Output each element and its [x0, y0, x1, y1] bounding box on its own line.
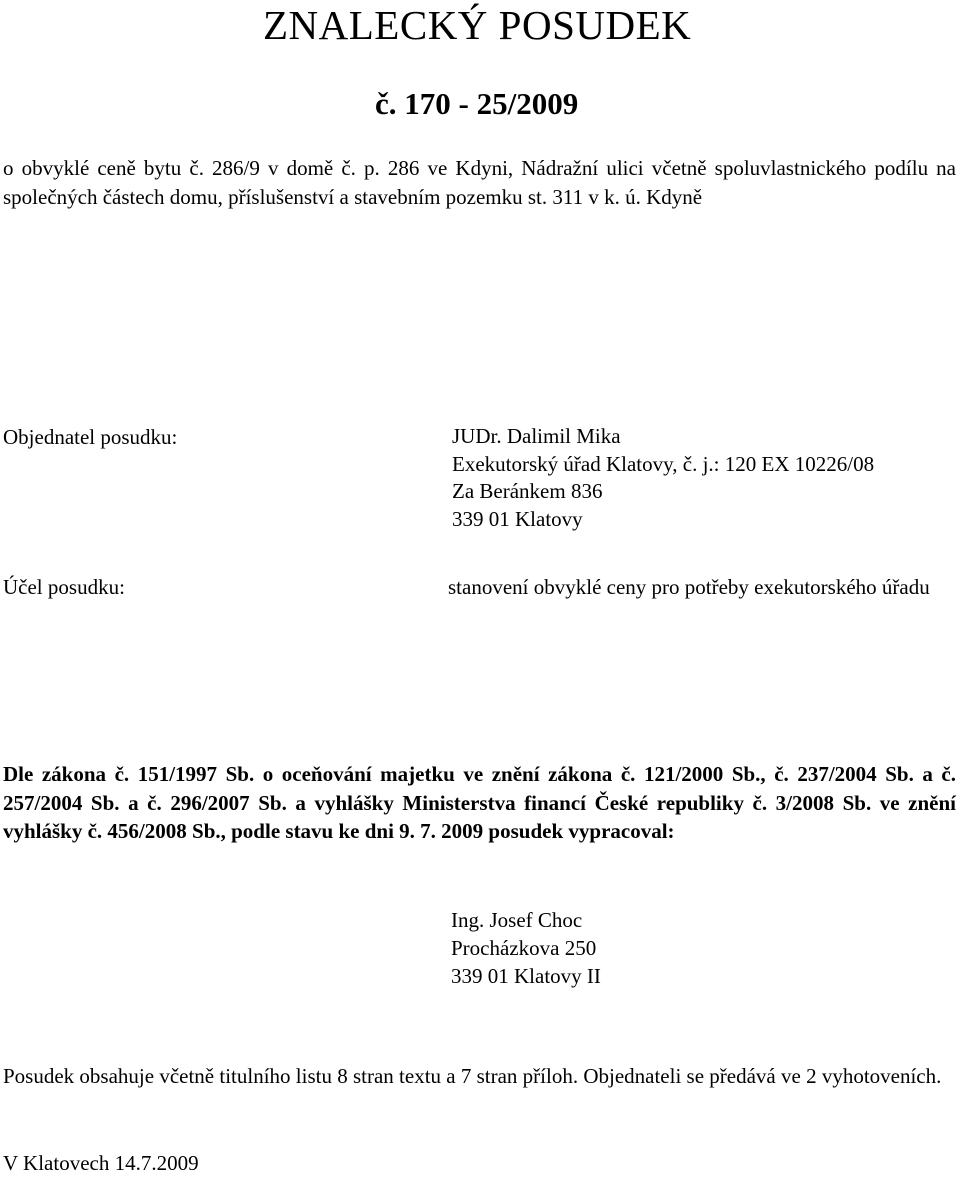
client-office: Exekutorský úřad Klatovy, č. j.: 120 EX 10226/08	[452, 451, 875, 476]
author-street: Procházkova 250	[451, 936, 597, 960]
client-label: Objednatel posudku:	[3, 425, 178, 449]
client-details	[452, 423, 874, 533]
contents-paragraph: Posudek obsahuje včetně titulního listu 8 stran textu a 7 stran příloh. Objednateli se předává ve 2 vyhotoveních.	[3, 1064, 942, 1088]
client-name: JUDr. Dalimil Mika	[452, 424, 621, 448]
client-street: Za Beránkem 836	[452, 479, 603, 503]
document-title: ZNALECKÝ POSUDEK	[263, 2, 692, 48]
subject-paragraph: o obvyklé ceně bytu č. 286/9 v domě č. p. 286 ve Kdyni, Nádražní ulici včetně spoluvlastnického podílu na společných částech domu, příslušenství a stavebním pozemku st. 311 v k. ú. Kdyně	[3, 156, 956, 209]
purpose-label: Účel posudku:	[3, 575, 125, 599]
author-details	[451, 906, 601, 990]
document-number: č. 170 - 25/2009	[375, 86, 579, 121]
author-city: 339 01 Klatovy II	[451, 964, 601, 988]
legal-basis-paragraph: Dle zákona č. 151/1997 Sb. o oceňování majetku ve znění zákona č. 121/2000 Sb., č. 237/2004 Sb. a č. 257/2004 Sb. a č. 296/2007 Sb. a vyhlášky Ministerstva financí České republiky č. 3/2008 Sb. ve znění vyhlášky č. 456/2008 Sb., podle stavu ke dni 9. 7. 2009 posudek vypracoval:	[3, 762, 956, 843]
author-name: Ing. Josef Choc	[451, 908, 583, 932]
client-city: 339 01 Klatovy	[452, 506, 583, 531]
purpose-text: stanovení obvyklé ceny pro potřeby exekutorského úřadu	[448, 575, 930, 599]
place-and-date: V Klatovech 14.7.2009	[3, 1151, 199, 1175]
